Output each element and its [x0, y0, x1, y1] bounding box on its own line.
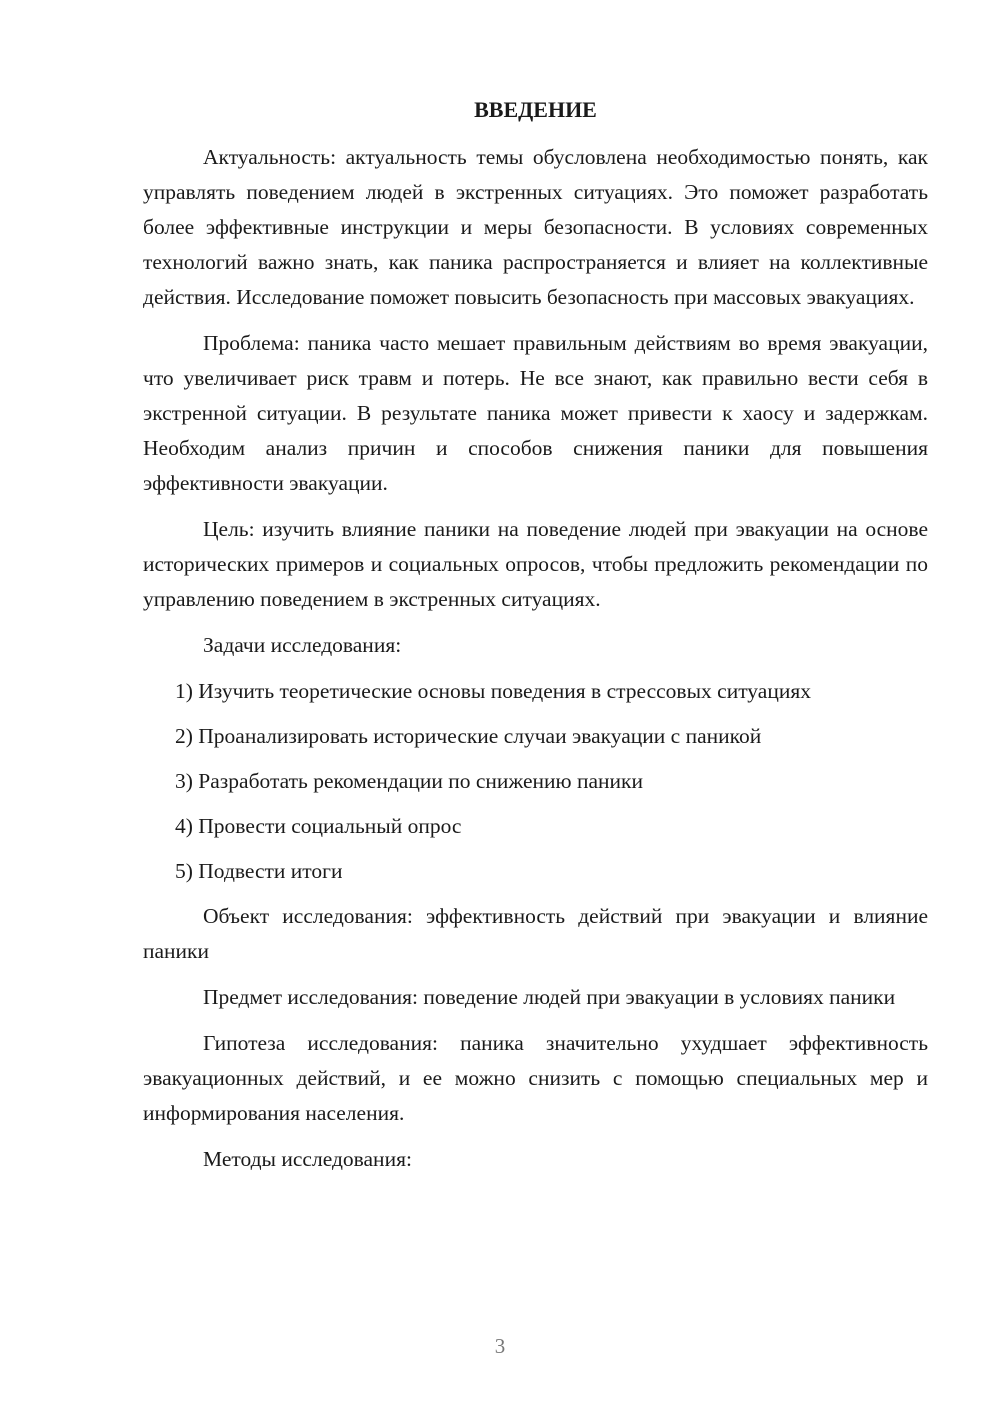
problem-paragraph: Проблема: паника часто мешает правильным действиям во время эвакуации, что увеличивает риск травм и потерь. Не все знают, как правильно вести себя в экстренной ситуации. В результате паника может привести к хаосу и задержкам. Необходим анализ причин и способов снижения паники для повышения эффективности эвакуации. — [143, 331, 928, 495]
list-item: 1) Изучить теоретические основы поведения в стрессовых ситуациях — [175, 679, 811, 703]
list-item: 2) Проанализировать исторические случаи эвакуации с паникой — [175, 724, 762, 748]
tasks-heading: Задачи исследования: — [203, 633, 402, 657]
page-number: 3 — [494, 1334, 506, 1358]
tasks-list — [143, 674, 928, 889]
goal-paragraph: Цель: изучить влияние паники на поведение людей при эвакуации на основе исторических примеров и социальных опросов, чтобы предложить рекомендации по управлению поведением в экстренных ситуациях. — [143, 517, 928, 611]
relevance-paragraph: Актуальность: актуальность темы обусловлена необходимостью понять, как управлять поведением людей в экстренных ситуациях. Это поможет разработать более эффективные инструкции и меры безопасности. В условиях современных технологий важно знать, как паника распространяется и влияет на коллективные действия. Исследование поможет повысить безопасность при массовых эвакуациях. — [143, 145, 928, 309]
methods-heading: Методы исследования: — [203, 1147, 412, 1171]
hypothesis-paragraph: Гипотеза исследования: паника значительно ухудшает эффективность эвакуационных действий, и ее можно снизить с помощью специальных мер и информирования населения. — [143, 1031, 928, 1125]
list-item: 5) Подвести итоги — [175, 859, 343, 883]
list-item: 4) Провести социальный опрос — [175, 814, 462, 838]
document-page — [143, 94, 928, 1188]
subject-paragraph: Предмет исследования: поведение людей при эвакуации в условиях паники — [203, 985, 896, 1009]
section-title: ВВЕДЕНИЕ — [474, 97, 597, 122]
list-item: 3) Разработать рекомендации по снижению паники — [175, 769, 643, 793]
object-paragraph: Объект исследования: эффективность действий при эвакуации и влияние паники — [143, 904, 928, 963]
